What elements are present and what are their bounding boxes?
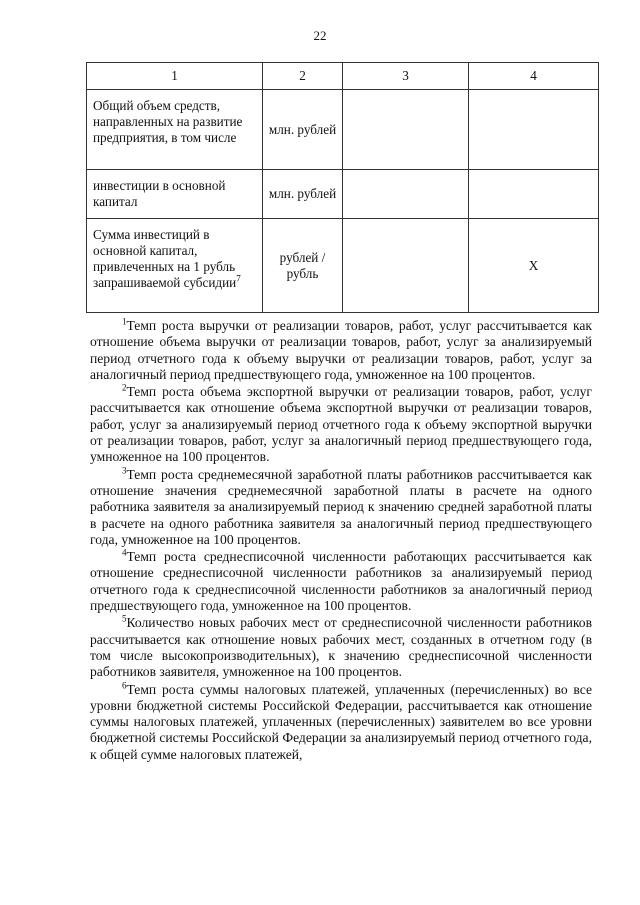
row-value [343, 219, 469, 313]
row-value [343, 90, 469, 170]
footnote [90, 682, 592, 763]
footnotes [90, 318, 592, 764]
table-header-row [87, 63, 599, 90]
footnote-number: 4 [122, 547, 127, 558]
row-value: X [469, 219, 599, 313]
header-cell: 3 [343, 63, 469, 90]
footnote-ref: 7 [236, 273, 241, 284]
footnote [90, 384, 592, 465]
row-unit: рублей / рубль [263, 219, 343, 313]
row-unit: млн. рублей [263, 90, 343, 170]
footnote [90, 615, 592, 680]
table-row [87, 170, 599, 219]
footnote-number: 1 [122, 316, 127, 327]
footnote-text: Темп роста объема экспортной выручки от реализации товаров, работ, услуг рассчитывается как отношение объема экспортной выручки от реализации товаров, работ, услуг за анализируемый период отчетного года к объему экспортной выручки от реализации товаров, работ, услуг за аналогичный период предшествующего года, умноженное на 100 процентов. [90, 384, 592, 465]
footnote [90, 318, 592, 383]
row-label: инвестиции в основной капитал [87, 170, 263, 219]
footnote-text: Темп роста выручки от реализации товаров, работ, услуг рассчитывается как отношение объема выручки от реализации товаров, работ, услуг за анализируемый период отчетного года к объему выручки от реализации товаров, работ, услуг за аналогичный период предшествующего года, умноженное на 100 процентов. [90, 318, 592, 382]
footnote-number: 5 [122, 613, 127, 624]
indicator-table [86, 62, 599, 313]
row-value [469, 90, 599, 170]
row-value [469, 170, 599, 219]
row-unit: млн. рублей [263, 170, 343, 219]
row-label: Общий объем средств, направленных на развитие предприятия, в том числе [87, 90, 263, 170]
header-cell: 1 [87, 63, 263, 90]
table-row [87, 90, 599, 170]
footnote-number: 6 [122, 680, 127, 690]
footnote-text: Темп роста суммы налоговых платежей, уплаченных (перечисленных) во все уровни бюджетной системы Российской Федерации, рассчитывается как отношение суммы налоговых платежей, уплаченных (перечисленных) заявителем во все уровни бюджетной системы Российской Федерации за анализируемый период отчетного года, к общей сумме налоговых платежей, [90, 681, 592, 762]
row-label-text: Сумма инвестиций в основной капитал, привлеченных на 1 рубль запрашиваемой субсидии [93, 227, 237, 290]
footnote-text: Темп роста среднесписочной численности работающих рассчитывается как отношение среднесписочной численности работников за анализируемый период отчетного года к среднесписочной численности работников за аналогичный период предшествующего года, умноженное на 100 процентов. [90, 549, 592, 614]
footnote-text: Темп роста среднемесячной заработной платы работников рассчитывается как отношение значения среднемесячной заработной платы в расчете на одного работника заявителя за анализируемый период к значению средней заработной платы в расчете на одного работника заявителя за аналогичный период предшествующего года, умноженное на 100 процентов. [90, 466, 592, 547]
table-row [87, 219, 599, 313]
footnote [90, 549, 592, 614]
footnote-number: 2 [122, 382, 127, 393]
footnote [90, 467, 592, 548]
page-number: 22 [313, 28, 327, 43]
footnote-text: Количество новых рабочих мест от среднесписочной численности работников рассчитывается как отношение новых рабочих мест, созданных в отчетном году (в том числе высокопроизводительных), к значению среднесписочной численности работников заявителя, умноженное на 100 процентов. [90, 615, 592, 680]
header-cell: 2 [263, 63, 343, 90]
footnote-number: 3 [122, 465, 127, 476]
row-value [343, 170, 469, 219]
header-cell: 4 [469, 63, 599, 90]
row-label [87, 219, 263, 313]
